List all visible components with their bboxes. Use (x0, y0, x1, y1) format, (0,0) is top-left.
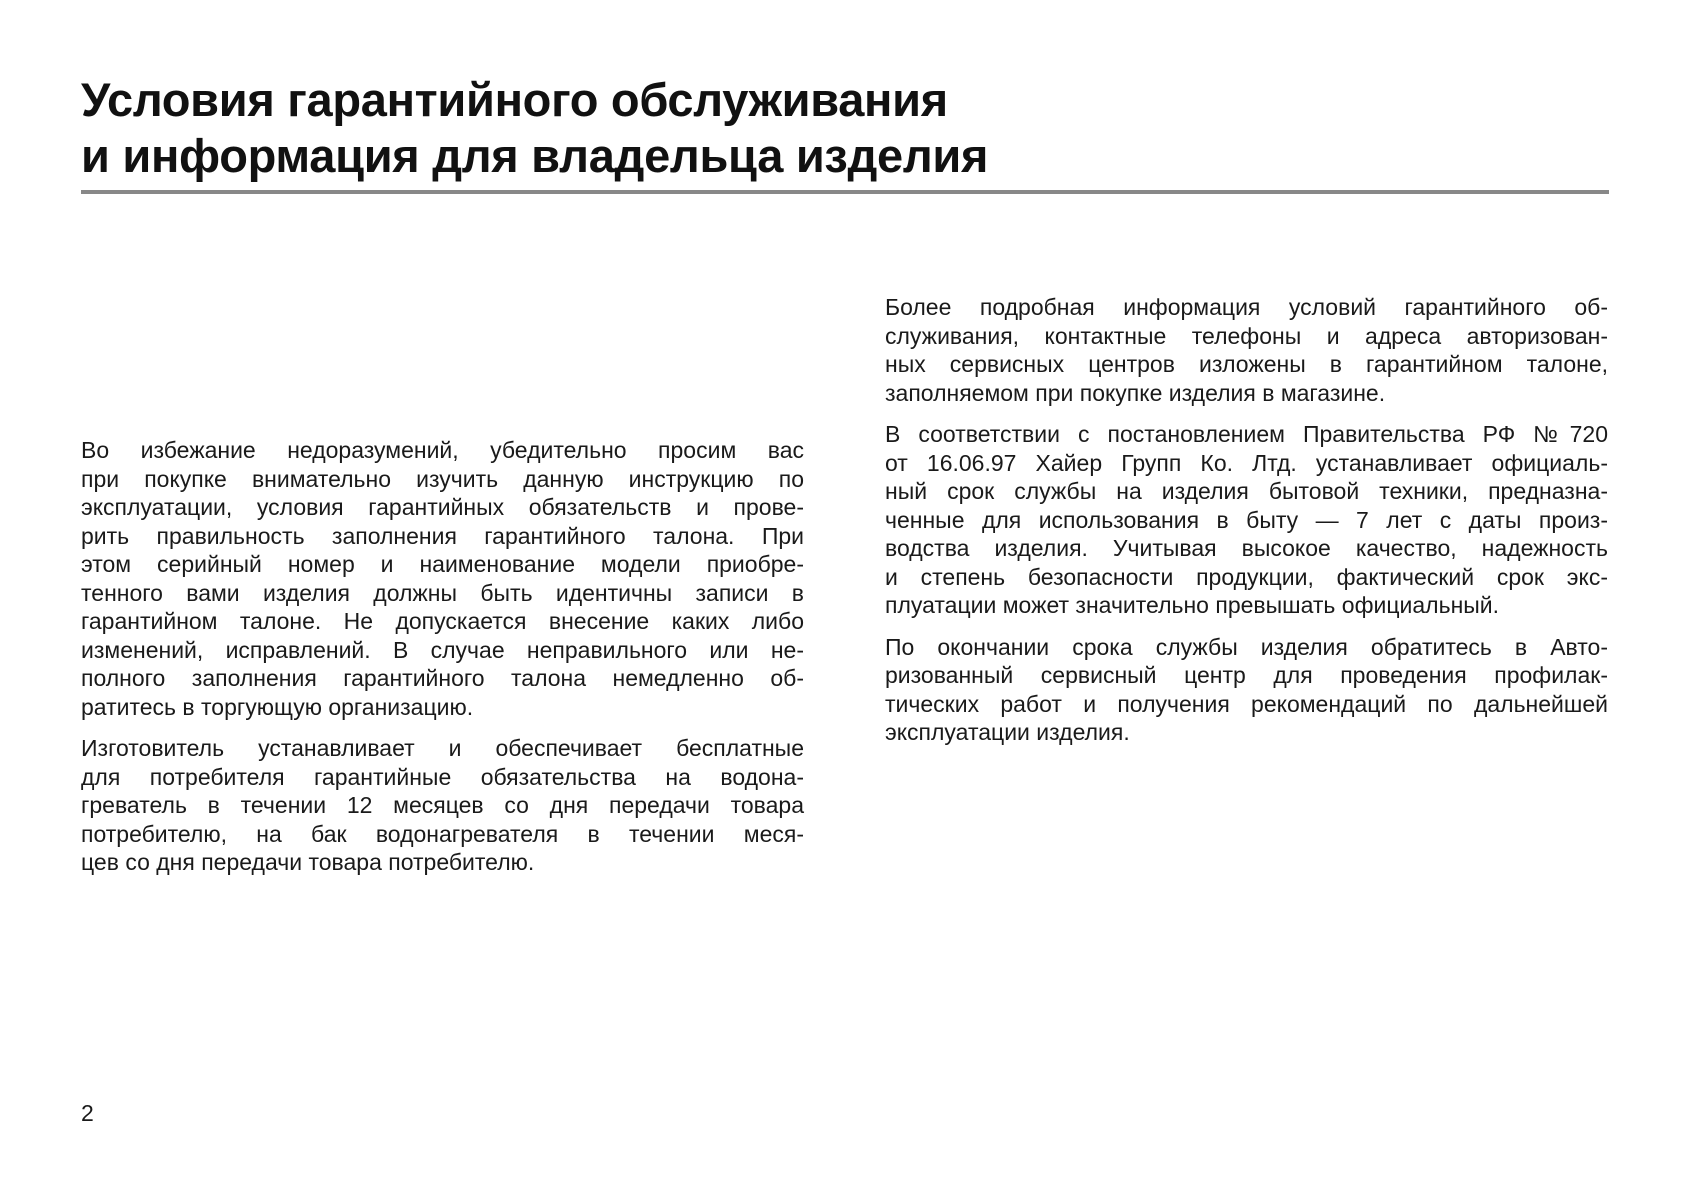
text-line: ченные для использования в быту — 7 лет с даты произ- (885, 506, 1608, 533)
text-line: рить правильность заполнения гарантийного талона. При (81, 522, 804, 549)
text-line: плуатации может значительно превышать официальный. (885, 592, 1500, 618)
paragraph (885, 293, 1608, 407)
page-number: 2 (81, 1100, 94, 1126)
text-line: тических работ и получения рекомендаций по дальнейшей (885, 690, 1608, 717)
page-title (81, 72, 988, 184)
page-title-line-2: и информация для владельца изделия (81, 129, 989, 182)
left-column (81, 436, 804, 890)
text-line: ный срок службы на изделия бытовой техники, предназна- (885, 478, 1608, 504)
text-line: заполняемом при покупке изделия в магазине. (885, 379, 1386, 406)
text-line: изменений, исправлений. В случае неправильного или не- (81, 636, 804, 663)
text-line: эксплуатации изделия. (885, 719, 1130, 745)
text-line: ных сервисных центров изложены в гарантийном талоне, (885, 351, 1608, 377)
title-divider (81, 190, 1609, 194)
text-line: В соответствии с постановлением Правительства РФ №720 (885, 421, 1608, 447)
text-line: Изготовитель устанавливает и обеспечивает бесплатные (81, 735, 804, 761)
text-line: этом серийный номер и наименование модели приобре- (81, 551, 804, 577)
text-line: и степень безопасности продукции, фактический срок экс- (885, 563, 1608, 590)
text-line: Во избежание недоразумений, убедительно просим вас (81, 437, 804, 463)
text-line: для потребителя гарантийные обязательства на водона- (81, 763, 804, 790)
text-line: эксплуатации, условия гарантийных обязательств и прове- (81, 494, 804, 520)
text-line: полного заполнения гарантийного талона немедленно об- (81, 665, 804, 691)
paragraph (81, 734, 804, 877)
text-line: По окончании срока службы изделия обратитесь в Авто- (885, 633, 1608, 660)
text-line: тенного вами изделия должны быть идентичны записи в (81, 579, 804, 606)
text-line: водства изделия. Учитывая высокое качество, надежность (885, 535, 1608, 561)
text-line: при покупке внимательно изучить данную инструкцию по (81, 465, 804, 492)
paragraph (885, 633, 1608, 747)
text-line: от 16.06.97 Хайер Групп Ко. Лтд. устанавливает официаль- (885, 449, 1608, 476)
text-line: Более подробная информация условий гарантийного об- (885, 294, 1608, 320)
text-line: ризованный сервисный центр для проведения профилак- (885, 662, 1608, 688)
text-line: потребителю, на бак водонагревателя в течении меся- (81, 820, 804, 847)
paragraph (81, 436, 804, 721)
text-line: цев со дня передачи товара потребителю. (81, 849, 535, 875)
page-title-line-1: Условия гарантийного обслуживания (81, 73, 948, 126)
text-line: ратитесь в торгующую организацию. (81, 693, 474, 720)
right-column (885, 293, 1608, 760)
text-line: служивания, контактные телефоны и адреса авторизован- (885, 322, 1608, 349)
text-line: гарантийном талоне. Не допускается внесение каких либо (81, 608, 804, 634)
text-line: греватель в течении 12 месяцев со дня передачи товара (81, 792, 804, 818)
paragraph (885, 420, 1608, 620)
